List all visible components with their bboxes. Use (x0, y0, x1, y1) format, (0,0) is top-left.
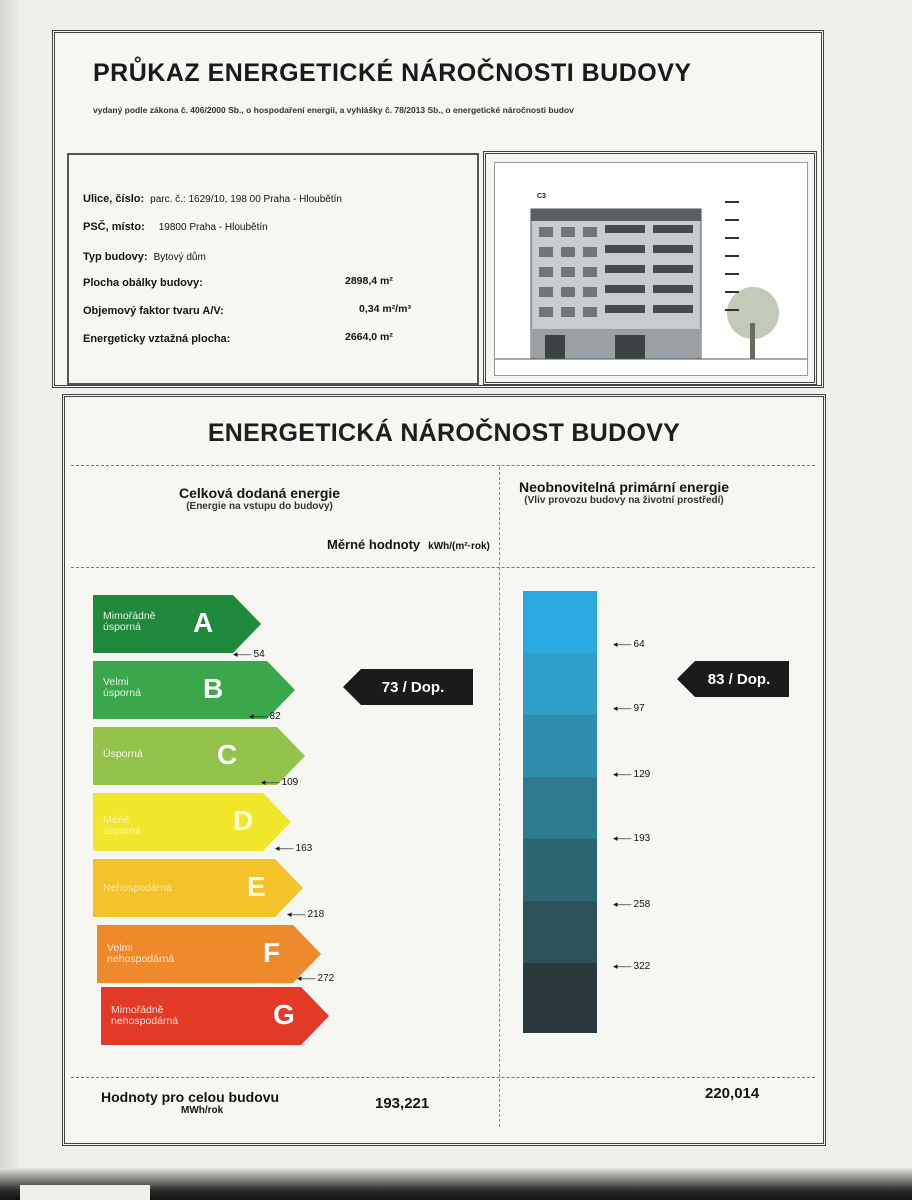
building-info-box (67, 153, 479, 385)
left-heading-text: Celková dodaná energie (179, 485, 341, 501)
divider-top (71, 465, 815, 466)
specific-values-label: Měrné hodnoty (327, 537, 421, 552)
right-column-heading (519, 479, 729, 506)
specific-values-heading (327, 537, 490, 552)
class-e-letter: E (247, 871, 266, 902)
area-value: 2664,0 m² (345, 331, 393, 343)
class-d-letter: D (233, 805, 254, 836)
type-label: Typ budovy: (83, 251, 148, 263)
left-threshold-3: ◂—— 109 (261, 777, 299, 788)
building-illustration (495, 163, 807, 375)
energy-performance-frame (62, 394, 826, 1146)
right-threshold-4: ◂—— 193 (613, 833, 651, 844)
right-threshold-1: ◂—— 64 (613, 639, 645, 650)
section-title: ENERGETICKÁ NÁROČNOST BUDOVY (207, 419, 681, 447)
left-threshold-1: ◂—— 54 (233, 649, 265, 660)
bar-segment-1 (523, 591, 597, 653)
class-a-description: Mimořádně úsporná (103, 610, 156, 633)
bar-segment-7 (523, 963, 597, 1033)
specific-values-unit: kWh/(m²·rok) (428, 541, 490, 552)
bar-segment-6 (523, 901, 597, 963)
class-b-letter: B (203, 673, 224, 704)
shape-label: Objemový faktor tvaru A/V: (83, 305, 224, 317)
class-g-description: Mimořádně nehospodárná (111, 1004, 179, 1027)
right-rating-value: 83 / Dop. (707, 670, 771, 688)
class-f-letter: F (263, 937, 281, 968)
area-row (83, 333, 230, 345)
right-threshold-3: ◂—— 129 (613, 769, 651, 780)
envelope-label: Plocha obálky budovy: (83, 277, 203, 289)
bar-segment-5 (523, 839, 597, 901)
building-photo-frame (483, 151, 817, 385)
document-title: PRŮKAZ ENERGETICKÉ NÁROČNOSTI BUDOVY (93, 59, 692, 87)
right-threshold-2: ◂—— 97 (613, 703, 645, 714)
class-b-description: Velmi úsporná (103, 676, 141, 699)
paper-scrap (20, 1185, 150, 1200)
psc-value: 19800 Praha - Hloubětín (158, 222, 268, 233)
psc-row (83, 221, 268, 233)
type-row (83, 251, 206, 263)
left-threshold-6: ◂—— 272 (297, 973, 335, 984)
left-threshold-4: ◂—— 163 (275, 843, 313, 854)
right-heading-text: Neobnovitelná primární energie (519, 479, 730, 495)
footer-unit: MWh/rok (181, 1105, 224, 1116)
bar-segment-2 (523, 653, 597, 715)
header-frame (52, 30, 824, 388)
column-divider (499, 467, 500, 1127)
class-f-description: Velmi nehospodárná (107, 942, 175, 965)
class-a-letter: A (193, 607, 214, 638)
class-g-letter: G (273, 999, 295, 1030)
right-threshold-6: ◂—— 322 (613, 961, 651, 972)
left-threshold-5: ◂—— 218 (287, 909, 325, 920)
class-c-letter: C (217, 739, 238, 770)
footer-label (101, 1089, 279, 1116)
envelope-value: 2898,4 m² (345, 275, 393, 287)
right-threshold-5: ◂—— 258 (613, 899, 651, 910)
left-column-heading (179, 485, 340, 512)
left-threshold-2: ◂—— 82 (249, 711, 281, 722)
street-label: Ulice, číslo: (83, 193, 145, 205)
street-value: parc. č.: 1629/10, 198 00 Praha - Hloubětín (150, 194, 342, 205)
left-total-value: 193,221 (375, 1095, 430, 1112)
envelope-row (83, 277, 203, 289)
class-e-description: Nehospodárná (103, 882, 172, 894)
document-subtitle: vydaný podle zákona č. 406/2000 Sb., o hospodaření energií, a vyhlášky č. 78/2013 Sb., o energetické náročnosti budov (93, 105, 574, 115)
left-rating-value: 73 / Dop. (381, 678, 445, 696)
psc-label: PSČ, místo: (83, 221, 145, 233)
divider-mid (71, 567, 815, 568)
footer-label-text: Hodnoty pro celou budovu (101, 1089, 280, 1105)
right-total-value: 220,014 (705, 1085, 760, 1102)
building-photo (494, 162, 808, 376)
right-subheading-text: (Vliv provozu budovy na životní prostředí) (524, 495, 724, 506)
left-subheading-text: (Energie na vstupu do budovy) (186, 501, 333, 512)
class-d-description: Méně úsporná (103, 814, 141, 837)
shape-value: 0,34 m²/m³ (359, 303, 411, 315)
street-row (83, 193, 342, 205)
photo-label: C3 (537, 193, 546, 200)
page-edge (0, 0, 18, 1200)
class-c-description: Úsporná (103, 748, 143, 760)
divider-footer (71, 1077, 815, 1078)
area-label: Energeticky vztažná plocha: (83, 333, 231, 345)
bar-segment-3 (523, 715, 597, 777)
bar-segment-4 (523, 777, 597, 839)
type-value: Bytový dům (153, 252, 206, 263)
shape-row (83, 305, 224, 317)
